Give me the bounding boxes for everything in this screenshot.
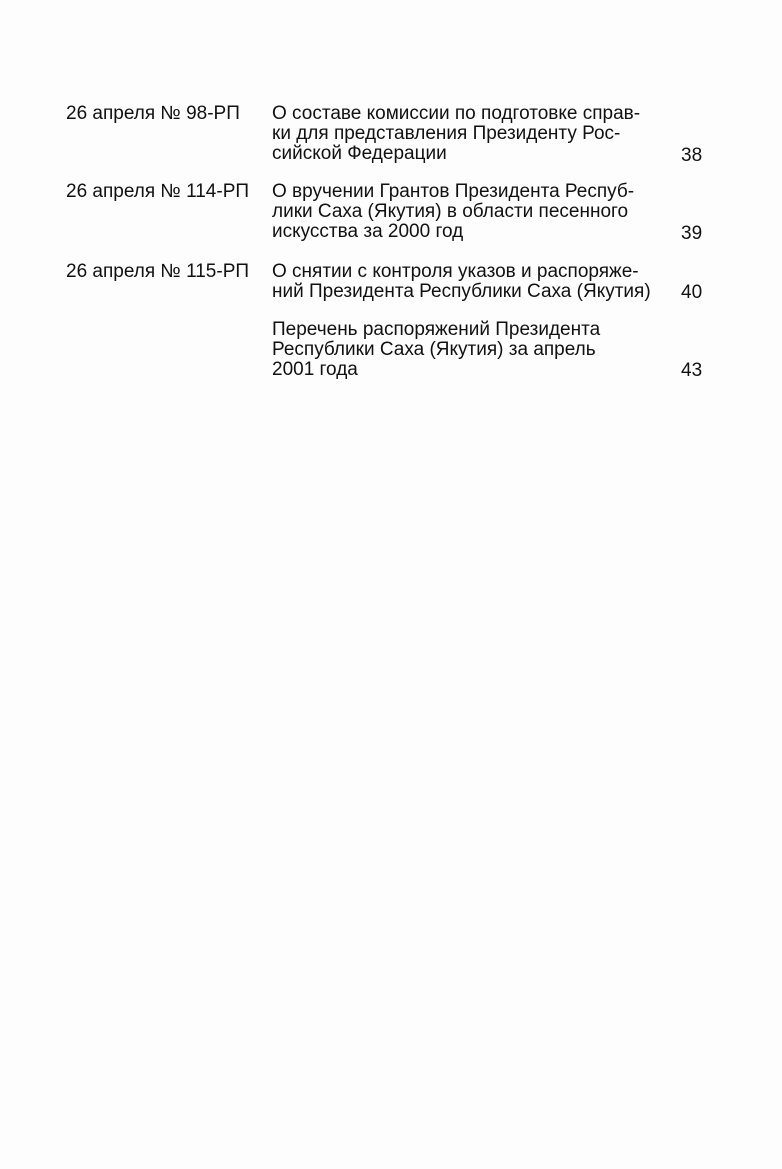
- toc-entry-title-line: лики Саха (Якутия) в области песенного: [272, 201, 629, 222]
- toc-entry-title-line: ки для представления Президенту Рос-: [272, 123, 621, 144]
- toc-entry-title-line: ний Президента Республики Саха (Якутия): [272, 281, 651, 302]
- toc-entry-title-line: сийской Федерации: [272, 143, 447, 164]
- toc-entry-date: 26 апреля № 115-РП: [66, 261, 250, 282]
- toc-entry-page-number: 43: [681, 360, 703, 381]
- toc-entry-title-line: О вручении Грантов Президента Респуб-: [272, 181, 635, 202]
- toc-entry-title-line: Республики Саха (Якутия) за апрель: [272, 339, 596, 360]
- toc-entry-page-number: 40: [681, 282, 703, 303]
- toc-entry-date: 26 апреля № 114-РП: [66, 181, 250, 202]
- toc-entry-title-line: О снятии с контроля указов и распоряже-: [272, 261, 639, 282]
- toc-entry-title-line: 2001 года: [272, 359, 358, 380]
- toc-entry-title-line: Перечень распоряжений Президента: [272, 319, 601, 340]
- toc-entry-title-line: искусства за 2000 год: [272, 221, 464, 242]
- toc-entry-title: [272, 182, 676, 242]
- toc-entry-date: 26 апреля № 98-РП: [66, 103, 240, 124]
- toc-entry-title: [272, 262, 676, 302]
- toc-entry-title: [272, 320, 676, 380]
- toc-entry-page-number: 38: [681, 145, 703, 166]
- toc-entry-title: [272, 104, 676, 164]
- toc-entry-page-number: 39: [681, 223, 703, 244]
- toc-entry-title-line: О составе комиссии по подготовке справ-: [272, 103, 641, 124]
